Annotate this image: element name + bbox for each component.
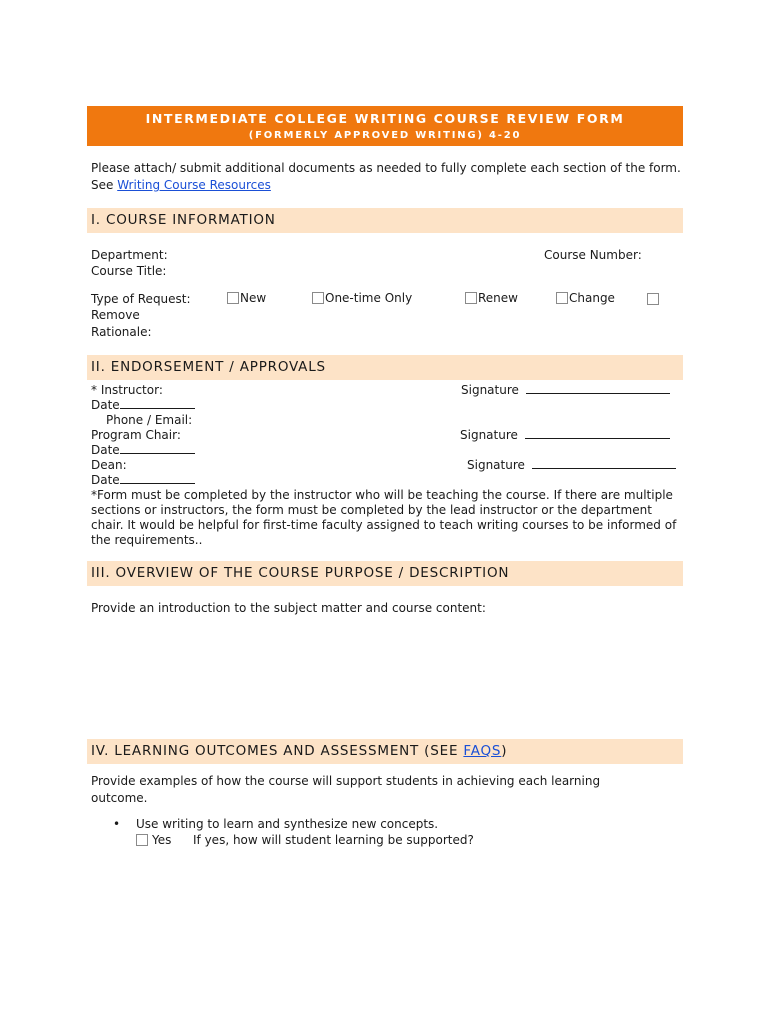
overview-prompt: Provide an introduction to the subject matter and course content: bbox=[91, 601, 486, 615]
section-course-information-heading: I. COURSE INFORMATION bbox=[87, 208, 683, 233]
signature-line[interactable] bbox=[525, 428, 670, 439]
checkbox-box[interactable] bbox=[312, 292, 324, 304]
type-of-request-label: Type of Request: bbox=[91, 292, 191, 306]
phone-email-label: Phone / Email: bbox=[106, 413, 193, 427]
signature-label: Signature bbox=[461, 383, 519, 397]
date-line[interactable] bbox=[120, 473, 195, 484]
signature-line[interactable] bbox=[532, 458, 676, 469]
dean-signature[interactable] bbox=[467, 458, 676, 473]
program-chair-signature[interactable] bbox=[460, 428, 670, 443]
checkbox-one-time-only[interactable] bbox=[312, 291, 412, 306]
program-chair-date[interactable] bbox=[91, 443, 195, 458]
course-title-label: Course Title: bbox=[91, 264, 167, 278]
intro-text: Please attach/ submit additional documents as needed to fully complete each section of the form. See bbox=[91, 161, 681, 192]
bullet-icon: • bbox=[113, 817, 121, 831]
section-learning-outcomes-heading bbox=[87, 739, 683, 764]
checkbox-one-time-label: One-time Only bbox=[325, 291, 413, 305]
checkbox-new[interactable] bbox=[227, 291, 266, 306]
instructor-date[interactable] bbox=[91, 398, 195, 413]
section-endorsement-heading: II. ENDORSEMENT / APPROVALS bbox=[87, 355, 683, 380]
checkbox-box[interactable] bbox=[556, 292, 568, 304]
learning-outcomes-prompt: Provide examples of how the course will support students in achieving each learning outcome. bbox=[91, 774, 601, 805]
rationale-label: Rationale: bbox=[91, 325, 152, 339]
intro-paragraph bbox=[91, 160, 681, 194]
instructor-requirement-note: *Form must be completed by the instructor who will be teaching the course. If there are multiple sections or instructors, the form must be completed by the lead instructor or the department chair. It would be helpful for first-time faculty assigned to teach writing courses to be informed of the requirements.. bbox=[91, 488, 677, 547]
signature-label: Signature bbox=[467, 458, 525, 472]
checkbox-box[interactable] bbox=[136, 834, 148, 846]
checkbox-box[interactable] bbox=[465, 292, 477, 304]
department-label: Department: bbox=[91, 248, 168, 262]
writing-resources-link[interactable]: Writing Course Resources bbox=[117, 178, 271, 192]
dean-label: Dean: bbox=[91, 458, 127, 472]
heading-text: IV. LEARNING OUTCOMES AND ASSESSMENT (SEE bbox=[91, 743, 464, 759]
dean-date[interactable] bbox=[91, 473, 195, 488]
course-number-label: Course Number: bbox=[544, 248, 642, 262]
checkbox-remove[interactable] bbox=[647, 293, 659, 305]
date-label: Date bbox=[91, 398, 120, 412]
heading-suffix: ) bbox=[501, 743, 508, 759]
checkbox-yes-label: Yes bbox=[152, 833, 172, 847]
support-followup-question: If yes, how will student learning be supported? bbox=[193, 833, 474, 847]
checkbox-yes[interactable] bbox=[136, 833, 171, 848]
date-label: Date bbox=[91, 473, 120, 487]
program-chair-label: Program Chair: bbox=[91, 428, 181, 442]
date-line[interactable] bbox=[120, 443, 195, 454]
faqs-link[interactable]: FAQS bbox=[463, 743, 502, 759]
form-title-banner bbox=[87, 106, 683, 146]
bullet-write-to-learn: Use writing to learn and synthesize new concepts. bbox=[136, 817, 439, 831]
remove-label: Remove bbox=[91, 308, 140, 322]
checkbox-new-label: New bbox=[240, 291, 267, 305]
instructor-label: * Instructor: bbox=[91, 383, 163, 397]
date-line[interactable] bbox=[120, 398, 195, 409]
instructor-signature[interactable] bbox=[461, 383, 670, 398]
checkbox-renew-label: Renew bbox=[478, 291, 518, 305]
section-overview-heading: III. OVERVIEW OF THE COURSE PURPOSE / DESCRIPTION bbox=[87, 561, 683, 586]
checkbox-box[interactable] bbox=[227, 292, 239, 304]
form-title: INTERMEDIATE COLLEGE WRITING COURSE REVIEW FORM bbox=[145, 111, 625, 126]
signature-label: Signature bbox=[460, 428, 518, 442]
checkbox-renew[interactable] bbox=[465, 291, 518, 306]
signature-line[interactable] bbox=[526, 383, 670, 394]
checkbox-change-label: Change bbox=[569, 291, 615, 305]
form-subtitle: (FORMERLY APPROVED WRITING) 4-20 bbox=[248, 130, 522, 141]
checkbox-change[interactable] bbox=[556, 291, 615, 306]
date-label: Date bbox=[91, 443, 120, 457]
